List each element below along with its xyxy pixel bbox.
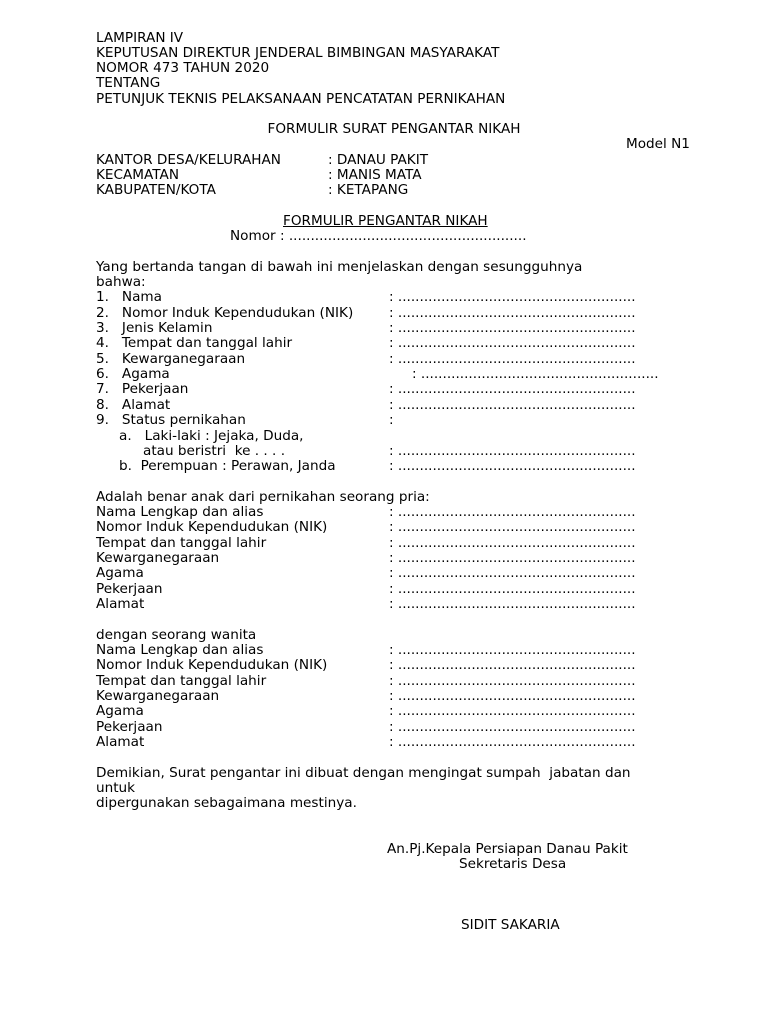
father-agama-dots: : ....................................................... [389,565,636,581]
header-keputusan: KEPUTUSAN DIREKTUR JENDERAL BIMBINGAN MASYARAKAT [96,45,500,61]
mother-nik-dots: : ....................................................... [389,657,636,673]
header-tentang: TENTANG [96,75,161,91]
header-petunjuk: PETUNJUK TEKNIS PELAKSANAAN PENCATATAN PERNIKAHAN [96,91,506,107]
field-agama-dots: : ....................................................... [412,366,659,382]
father-nama-dots: : ....................................................... [389,504,636,520]
mother-nik-label: Nomor Induk Kependudukan (NIK) [96,657,328,673]
field-alamat-label: 8. Alamat [96,397,171,413]
mother-pekerjaan-label: Pekerjaan [96,719,163,735]
field-status-lakilaki-label: a. Laki-laki : Jejaka, Duda, [119,428,304,444]
father-nik-dots: : ....................................................... [389,519,636,535]
mother-agama-label: Agama [96,703,144,719]
mother-agama-dots: : ....................................................... [389,703,636,719]
office-desa-value: : DANAU PAKIT [328,152,429,168]
mother-ttl-label: Tempat dan tanggal lahir [96,673,267,689]
office-desa-label: KANTOR DESA/KELURAHAN [96,152,281,168]
mother-ttl-dots: : ....................................................... [389,673,636,689]
father-nama-label: Nama Lengkap dan alias [96,504,264,520]
signature-name: SIDIT SAKARIA [461,917,560,933]
field-status-label: 9. Status pernikahan [96,412,246,428]
field-alamat-dots: : ....................................................... [389,397,636,413]
sub-title: FORMULIR PENGANTAR NIKAH [283,213,488,229]
header-lampiran: LAMPIRAN IV [96,30,184,46]
signature-position-1: An.Pj.Kepala Persiapan Danau Pakit [387,841,628,857]
mother-kewarganegaraan-label: Kewarganegaraan [96,688,220,704]
office-kabupaten-label: KABUPATEN/KOTA [96,182,216,198]
header-nomor: NOMOR 473 TAHUN 2020 [96,60,270,76]
father-alamat-label: Alamat [96,596,145,612]
intro-line-1: Yang bertanda tangan di bawah ini menjelaskan dengan sesungguhnya [96,259,583,275]
father-kewarganegaraan-dots: : ....................................................... [389,550,636,566]
office-kabupaten-value: : KETAPANG [328,182,409,198]
signature-position-2: Sekretaris Desa [459,856,567,872]
closing-line-1: Demikian, Surat pengantar ini dibuat dengan mengingat sumpah jabatan dan [96,765,631,781]
father-ttl-dots: : ....................................................... [389,535,636,551]
father-pekerjaan-label: Pekerjaan [96,581,163,597]
mother-nama-dots: : ....................................................... [389,642,636,658]
father-agama-label: Agama [96,565,144,581]
father-kewarganegaraan-label: Kewarganegaraan [96,550,220,566]
field-kewarganegaraan-label: 5. Kewarganegaraan [96,351,246,367]
mother-kewarganegaraan-dots: : ....................................................... [389,688,636,704]
office-kecamatan-value: : MANIS MATA [328,167,422,183]
field-jenis-kelamin-label: 3. Jenis Kelamin [96,320,213,336]
closing-line-2: untuk [96,780,136,796]
field-status-lakilaki-dots: : ....................................................... [389,443,636,459]
nomor-line: Nomor : ....................................................... [230,228,527,244]
field-ttl-dots: : ....................................................... [389,335,636,351]
father-alamat-dots: : ....................................................... [389,596,636,612]
father-nik-label: Nomor Induk Kependudukan (NIK) [96,519,328,535]
mother-alamat-dots: : ....................................................... [389,734,636,750]
field-pekerjaan-label: 7. Pekerjaan [96,381,189,397]
closing-line-3: dipergunakan sebagaimana mestinya. [96,795,357,811]
field-nik-label: 2. Nomor Induk Kependudukan (NIK) [96,305,354,321]
field-status-lakilaki-label-2: atau beristri ke . . . . [143,443,286,459]
field-nama-dots: : ....................................................... [389,289,636,305]
model-label: Model N1 [626,136,690,152]
father-pekerjaan-dots: : ....................................................... [389,581,636,597]
father-ttl-label: Tempat dan tanggal lahir [96,535,267,551]
form-title: FORMULIR SURAT PENGANTAR NIKAH [267,121,521,137]
field-agama-label: 6. Agama [96,366,170,382]
mother-intro: dengan seorang wanita [96,627,257,643]
intro-line-2: bahwa: [96,274,146,290]
field-nik-dots: : ....................................................... [389,305,636,321]
father-intro: Adalah benar anak dari pernikahan seorang pria: [96,489,430,505]
field-status-perempuan-label: b. Perempuan : Perawan, Janda [119,458,336,474]
field-status-perempuan-dots: : ....................................................... [389,458,636,474]
mother-nama-label: Nama Lengkap dan alias [96,642,264,658]
mother-alamat-label: Alamat [96,734,145,750]
field-nama-label: 1. Nama [96,289,163,305]
office-kecamatan-label: KECAMATAN [96,167,179,183]
field-kewarganegaraan-dots: : ....................................................... [389,351,636,367]
field-ttl-label: 4. Tempat dan tanggal lahir [96,335,293,351]
field-pekerjaan-dots: : ....................................................... [389,381,636,397]
mother-pekerjaan-dots: : ....................................................... [389,719,636,735]
field-jenis-kelamin-dots: : ....................................................... [389,320,636,336]
field-status-colon: : [389,412,394,428]
